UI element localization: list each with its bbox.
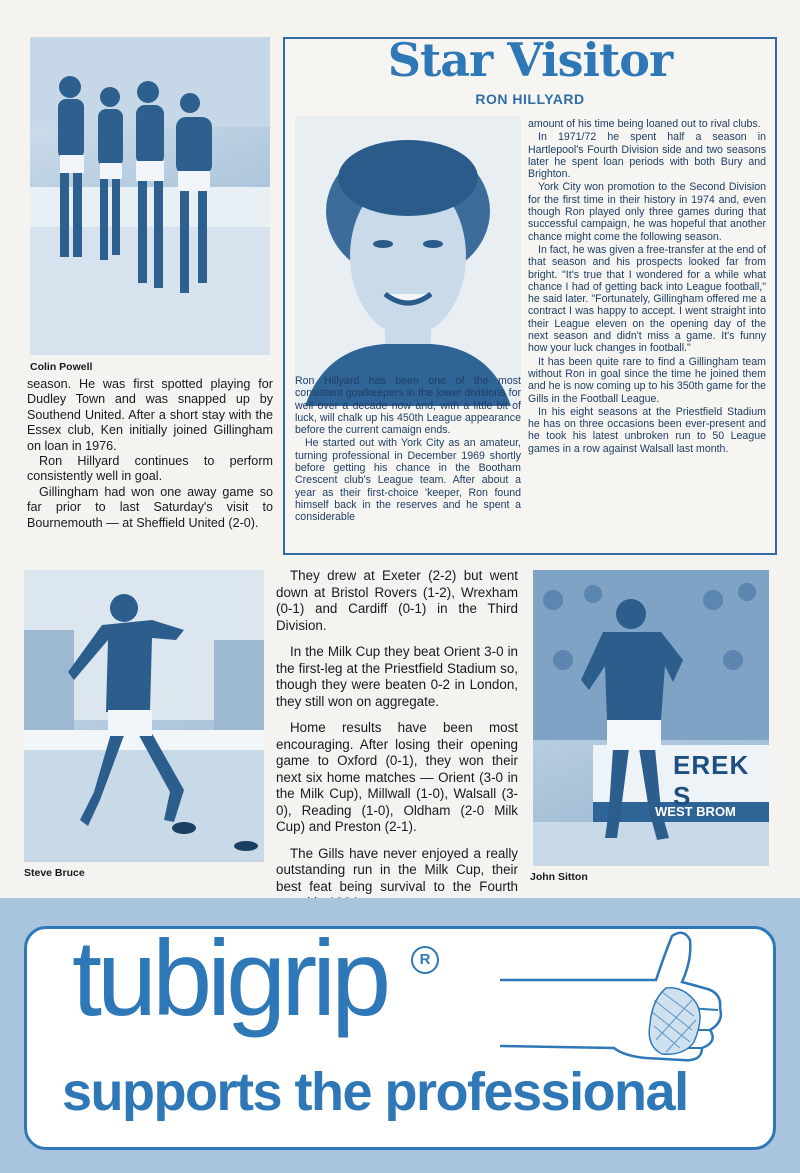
photo-caption: Colin Powell	[30, 361, 93, 373]
brand-logo-text: tubigrip	[72, 917, 387, 1038]
star-visitor-title: Star Visitor	[387, 33, 673, 87]
photo-caption: Steve Bruce	[24, 867, 85, 879]
paragraph: It has been quite rare to find a Gillingham team without Ron in goal since the time he joined them and he is now coming up to his 350th game for the Gills in the Football League.	[528, 355, 766, 405]
star-visitor-col2	[528, 118, 766, 456]
photo-caption: John Sitton	[530, 871, 588, 883]
star-visitor-col1	[295, 375, 521, 525]
colin-powell-photo	[30, 37, 270, 355]
paragraph: They drew at Exeter (2-2) but went down at Bristol Rovers (1-2), Wrexham (0-1) and Cardiff (0-1) in the Third Division.	[276, 568, 518, 633]
registered-mark: R	[411, 946, 439, 974]
paragraph: season. He was first spotted playing for Dudley Town and was snapped up by Southend United. After a short stay with the Essex club, Ken initially joined Gillingham on loan in 1976.	[27, 377, 273, 453]
steve-bruce-photo	[24, 570, 264, 862]
paragraph: amount of his time being loaned out to rival clubs.	[528, 118, 761, 130]
star-visitor-box	[283, 33, 777, 555]
ron-hillyard-portrait	[295, 116, 521, 406]
paragraph: Ron Hillyard has been one of the most consistent goalkeepers in the lower divisions for well over a decade now and, with a little bit of luck, will chalk up his 450th League appearance before the current camaign ends.	[295, 375, 521, 437]
paragraph: The Gills have never enjoyed a really outstanding run in the Milk Cup, their best feat being survival to the Fourth	[276, 845, 518, 894]
paragraph: York City won promotion to the Second Division for the first time in their history in 1974 and, even though Ron played only three games during that successful campaign, he was hopeful that another chance might come the following season.	[528, 181, 766, 243]
star-visitor-subtitle: RON HILLYARD	[475, 91, 585, 107]
advert-slogan: supports the professional	[62, 1062, 688, 1122]
paragraph: Home results have been most encouraging. After losing their opening game to Oxford (0-1), they won their next six home matches — Orient (3-0 in the Milk Cup), Millwall (1-0), Walsall (3-0), Reading (1-0), Oldham (2-0 Milk Cup) and Preston (2-1).	[276, 720, 518, 834]
hoarding-text-lower: WEST BROM	[655, 804, 736, 819]
middle-column-text	[276, 568, 518, 922]
hoarding-text: EREK S	[673, 750, 750, 811]
paragraph: In his eight seasons at the Priestfield Stadium he has on three occasions been ever-present and he took his latest unbroken run to 50 League games in a row against Walsall last month.	[528, 405, 766, 455]
paragraph: Ron Hillyard continues to perform consistently well in goal.	[27, 454, 273, 484]
paragraph: In fact, he was given a free-transfer at the end of that season and his prospects looked far from bright. "It's true that I wondered for a while what chance I had of getting back into League football," he said later. "Fortunately, Gillingham offered me a contract I was happy to accept. I went straight into their League eleven on the opening day of the next season and didn't miss a game. It's funny how your luck changes in football."	[528, 243, 766, 355]
paragraph: Gillingham had won one away game so far prior to last Saturday's visit to Bournemouth — at Sheffield United (2-0).	[27, 484, 273, 530]
paragraph: In 1971/72 he spent half a season in Hartlepool's Fourth Division side and two seasons later he spent loan periods with both Bury and Brighton.	[528, 131, 766, 181]
thumbs-up-hand-icon	[496, 930, 732, 1064]
left-column-text	[27, 377, 273, 531]
paragraph: He started out with York City as an amateur, turning professional in December 1969 shortly before getting his chance in the Bootham Crescent club's League team. After about a year as their first-choice 'keeper, Ron found himself back in the reserves and he spent a considerable	[295, 437, 521, 524]
paragraph: In the Milk Cup they beat Orient 3-0 in the first-leg at the Priestfield Stadium so, though they were beaten 0-2 in London, they still won on aggregate.	[276, 644, 518, 709]
john-sitton-photo	[533, 570, 769, 866]
